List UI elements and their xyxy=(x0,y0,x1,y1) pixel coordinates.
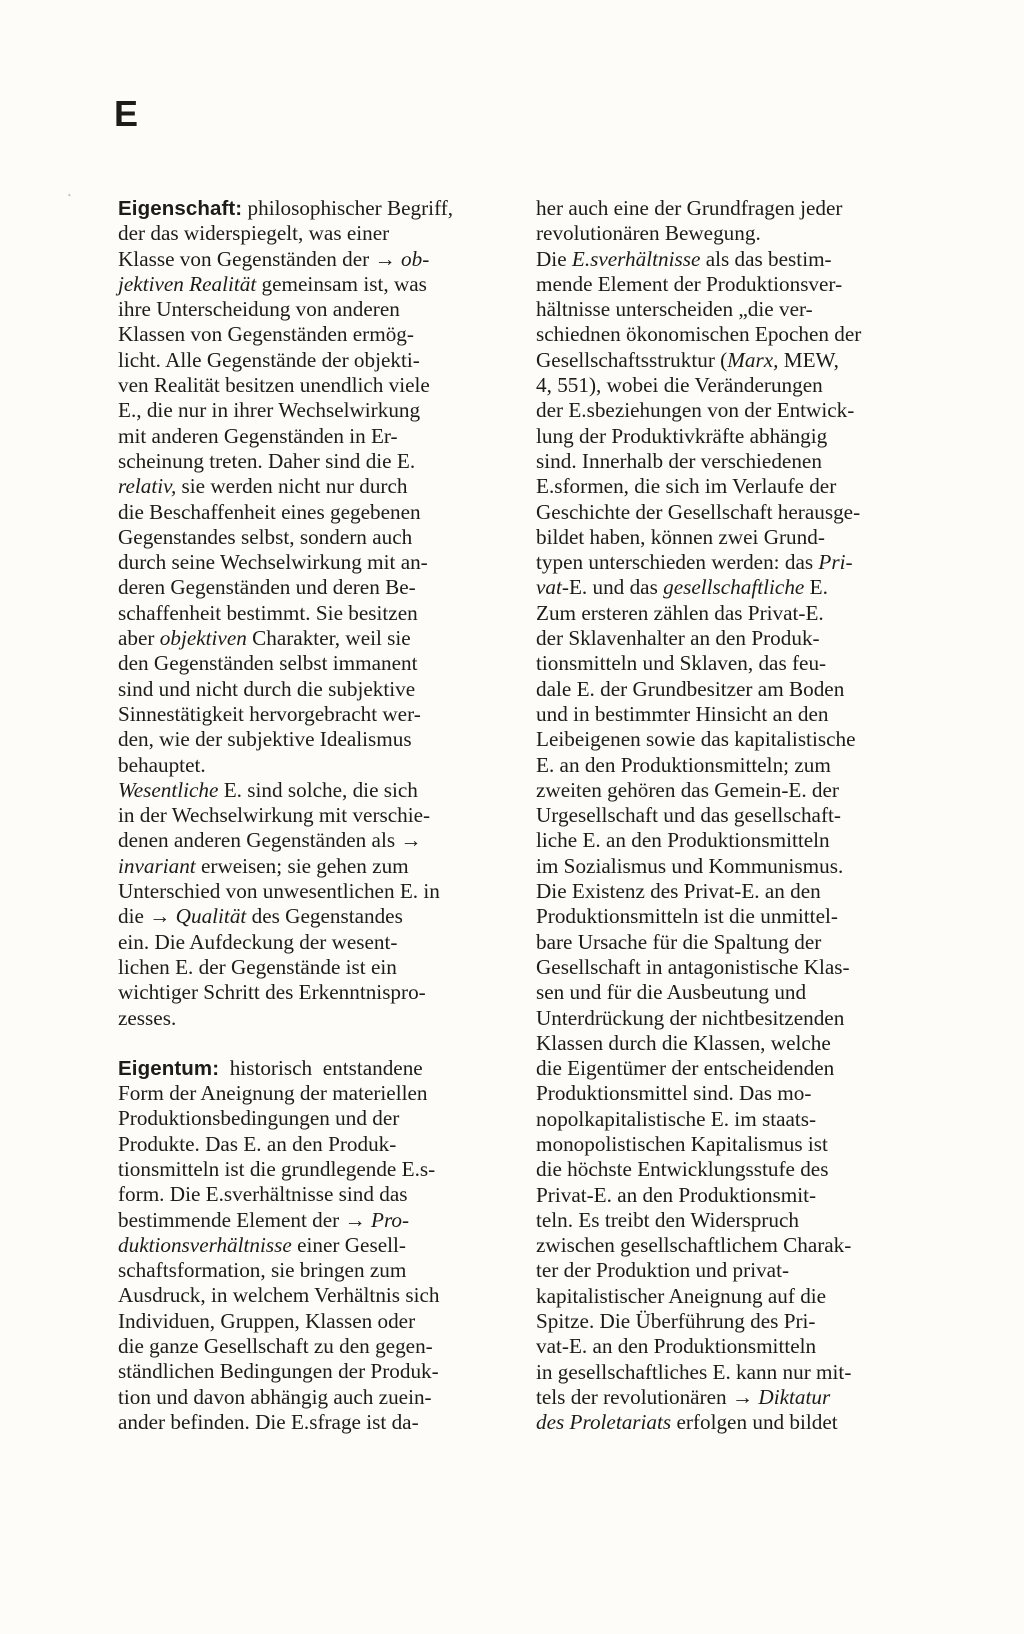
text-line xyxy=(118,601,498,626)
text-line xyxy=(536,1410,916,1435)
text-run: hältnisse unterscheiden „die ver- xyxy=(536,297,813,322)
text-run: bare Ursache für die Spaltung der xyxy=(536,929,822,954)
text-line xyxy=(118,575,498,600)
text-run: MEW, xyxy=(778,347,839,372)
text-line xyxy=(536,196,916,221)
text-line xyxy=(536,930,916,955)
text-run: der das widerspiegelt, was einer xyxy=(118,221,390,246)
text-line xyxy=(118,1132,498,1157)
text-run: wichtiger Schritt des Erkenntnispro- xyxy=(118,980,426,1005)
italic-term: Wesentliche xyxy=(118,777,219,802)
text-run: der E.sbeziehungen von der Entwick- xyxy=(536,398,855,423)
text-line xyxy=(536,702,916,727)
text-line xyxy=(536,373,916,398)
text-run: ander befinden. Die E.sfrage ist da- xyxy=(118,1409,419,1434)
text-line xyxy=(118,980,498,1005)
text-run: Die Existenz des Privat-E. an den xyxy=(536,879,821,904)
text-line xyxy=(118,1258,498,1283)
text-run: teln. Es treibt den Widerspruch xyxy=(536,1207,799,1232)
text-run: behauptet. xyxy=(118,752,206,777)
text-line xyxy=(536,1284,916,1309)
text-run: bestimmende Element der → xyxy=(118,1207,371,1232)
text-run: sie werden nicht nur durch xyxy=(176,474,408,499)
text-run: lung der Produktivkräfte abhängig xyxy=(536,423,828,448)
text-run: schaffenheit bestimmt. Sie besitzen xyxy=(118,600,418,625)
text-line xyxy=(118,1208,498,1233)
text-run: als das bestim- xyxy=(700,246,832,271)
text-run: Produktionsmitteln ist die unmittel- xyxy=(536,904,838,929)
text-line xyxy=(536,828,916,853)
entry-eigenschaft-para-1 xyxy=(118,196,498,778)
text-run: ständlichen Bedingungen der Produk- xyxy=(118,1359,439,1384)
text-run: die höchste Entwicklungsstufe des xyxy=(536,1157,829,1182)
text-line xyxy=(536,348,916,373)
text-line xyxy=(118,1410,498,1435)
text-line xyxy=(536,247,916,272)
text-run: erfolgen und bildet xyxy=(671,1410,838,1435)
text-run: den Gegenständen selbst immanent xyxy=(118,651,418,676)
text-run: liche E. an den Produktionsmitteln xyxy=(536,828,830,853)
text-run: die ganze Gesellschaft zu den gegen- xyxy=(118,1334,433,1359)
text-line xyxy=(536,272,916,297)
entry-spacer xyxy=(118,1031,498,1056)
text-line xyxy=(118,930,498,955)
text-line xyxy=(118,1309,498,1334)
text-line xyxy=(118,1233,498,1258)
text-run: Unterdrückung der nichtbesitzenden xyxy=(536,1005,845,1030)
text-run: im Sozialismus und Kommunismus. xyxy=(536,853,844,878)
text-run: Produktionsbedingungen und der xyxy=(118,1106,400,1131)
text-run: ter der Produktion und privat- xyxy=(536,1258,790,1283)
section-letter: E xyxy=(114,93,139,134)
text-run: die Beschaffenheit eines gegebenen xyxy=(118,499,421,524)
text-line xyxy=(536,1006,916,1031)
right-para-3 xyxy=(536,879,916,1436)
text-run: Unterschied von unwesentlichen E. in xyxy=(118,879,440,904)
text-line xyxy=(536,753,916,778)
text-run: durch seine Wechselwirkung mit an- xyxy=(118,550,428,575)
text-run: des Gegenstandes xyxy=(246,904,403,929)
text-line xyxy=(118,626,498,651)
text-run: typen unterschieden werden: das xyxy=(536,550,819,575)
text-line xyxy=(118,727,498,752)
text-line xyxy=(536,1157,916,1182)
text-run: kapitalistischer Aneignung auf die xyxy=(536,1283,827,1308)
text-run: her auch eine der Grundfragen jeder xyxy=(536,196,843,220)
text-line xyxy=(118,1359,498,1384)
text-run: die → xyxy=(118,904,176,929)
text-run: sind. Innerhalb der verschiedenen xyxy=(536,448,822,473)
text-run: schiednen ökonomischen Epochen der xyxy=(536,322,862,347)
text-run: tels der revolutionären → xyxy=(536,1384,759,1409)
text-line xyxy=(536,803,916,828)
italic-term: ob- xyxy=(401,246,430,271)
text-line xyxy=(536,980,916,1005)
text-line xyxy=(118,904,498,929)
text-run: form. Die E.sverhältnisse sind das xyxy=(118,1182,408,1207)
text-run: Klassen durch die Klassen, welche xyxy=(536,1030,831,1055)
italic-term: invariant xyxy=(118,853,196,878)
text-run: Sinnestätigkeit hervorgebracht wer- xyxy=(118,701,421,726)
text-run: zesses. xyxy=(118,1005,177,1030)
entry-heading: Eigenschaft: xyxy=(118,197,243,220)
text-line xyxy=(536,1258,916,1283)
italic-term: E.sverhältnisse xyxy=(571,246,701,271)
text-line xyxy=(536,651,916,676)
text-line xyxy=(536,727,916,752)
text-line xyxy=(118,778,498,803)
text-run: zweiten gehören das Gemein-E. der xyxy=(536,777,839,802)
italic-term: Qualität xyxy=(175,904,247,929)
italic-term: Diktatur xyxy=(758,1384,831,1409)
text-run: E. xyxy=(804,575,828,600)
text-run: in gesellschaftliches E. kann nur mit- xyxy=(536,1359,852,1384)
italic-term: Marx, xyxy=(727,347,779,372)
text-line xyxy=(118,474,498,499)
text-line xyxy=(536,1081,916,1106)
text-line xyxy=(536,1360,916,1385)
text-run: denen anderen Gegenständen als → xyxy=(118,828,422,853)
italic-term: duktionsverhältnisse xyxy=(118,1232,292,1257)
text-line xyxy=(118,854,498,879)
text-run: bildet haben, können zwei Grund- xyxy=(536,524,825,549)
text-line xyxy=(118,1106,498,1131)
text-line xyxy=(536,221,916,246)
page-speck: ˛ xyxy=(68,186,72,197)
text-run: dale E. der Grundbesitzer am Boden xyxy=(536,676,845,701)
right-para-2 xyxy=(536,247,916,879)
italic-term: vat- xyxy=(536,575,569,600)
text-line xyxy=(536,525,916,550)
text-line xyxy=(536,550,916,575)
italic-term: Pro- xyxy=(371,1207,410,1232)
text-run: E., die nur in ihrer Wechselwirkung xyxy=(118,398,421,423)
left-column xyxy=(118,196,498,1435)
text-run: licht. Alle Gegenstände der objekti- xyxy=(118,347,420,372)
text-run: schaftsformation, sie bringen zum xyxy=(118,1258,407,1283)
text-run: Die xyxy=(536,246,572,271)
text-run: Produktionsmittel sind. Das mo- xyxy=(536,1081,812,1106)
text-line xyxy=(536,424,916,449)
text-line xyxy=(118,322,498,347)
text-line xyxy=(536,1132,916,1157)
text-line xyxy=(536,1107,916,1132)
text-run: zwischen gesellschaftlichem Charak- xyxy=(536,1233,852,1258)
entry-eigenschaft-para-2 xyxy=(118,778,498,1031)
entry-eigentum-para-1 xyxy=(118,1056,498,1435)
text-line xyxy=(118,500,498,525)
text-run: Gegenstandes selbst, sondern auch xyxy=(118,524,413,549)
text-run: aber xyxy=(118,626,160,651)
text-line xyxy=(118,1056,498,1081)
text-run: mit anderen Gegenständen in Er- xyxy=(118,423,398,448)
text-run: E. sind solche, die sich xyxy=(218,777,418,802)
text-line xyxy=(536,449,916,474)
text-run: den, wie der subjektive Idealismus xyxy=(118,727,412,752)
text-line xyxy=(536,879,916,904)
text-run: einer Gesell- xyxy=(291,1232,406,1257)
text-line xyxy=(118,955,498,980)
text-run: Ausdruck, in welchem Verhältnis sich xyxy=(118,1283,440,1308)
text-run: gemeinsam ist, was xyxy=(256,271,427,296)
right-para-1 xyxy=(536,196,916,247)
text-run: scheinung treten. Daher sind die E. xyxy=(118,448,416,473)
entry-heading: Eigentum: xyxy=(118,1056,220,1080)
text-run: ven Realität besitzen unendlich viele xyxy=(118,373,430,398)
italic-term: Pri- xyxy=(818,550,853,575)
text-line xyxy=(536,297,916,322)
text-run: Gesellschaftsstruktur ( xyxy=(536,347,728,372)
text-line xyxy=(118,247,498,272)
text-line xyxy=(118,449,498,474)
text-line xyxy=(536,575,916,600)
text-run: Individuen, Gruppen, Klassen oder xyxy=(118,1308,416,1333)
text-line xyxy=(118,828,498,853)
text-line xyxy=(118,677,498,702)
text-run: Spitze. Die Überführung des Pri- xyxy=(536,1309,816,1334)
italic-term: relativ, xyxy=(118,474,177,499)
text-line xyxy=(536,677,916,702)
text-line xyxy=(118,651,498,676)
text-run: E. und das xyxy=(568,575,664,600)
text-run: philosophischer Begriff, xyxy=(242,196,454,220)
text-run: tionsmitteln ist die grundlegende E.s- xyxy=(118,1156,436,1181)
text-run: erweisen; sie gehen zum xyxy=(195,853,409,878)
text-run: tion und davon abhängig auch zuein- xyxy=(118,1384,432,1409)
text-run: Gesellschaft in antagonistische Klas- xyxy=(536,954,850,979)
text-line xyxy=(118,348,498,373)
text-line xyxy=(536,904,916,929)
text-line xyxy=(118,424,498,449)
text-run: sen und für die Ausbeutung und xyxy=(536,980,807,1005)
text-line xyxy=(118,196,498,221)
text-line xyxy=(118,753,498,778)
text-line xyxy=(536,1233,916,1258)
text-run: vat-E. an den Produktionsmitteln xyxy=(536,1334,817,1359)
text-run: Charakter, weil sie xyxy=(246,626,411,651)
text-line xyxy=(536,1385,916,1410)
text-run: der Sklavenhalter an den Produk- xyxy=(536,626,820,651)
text-run: Produkte. Das E. an den Produk- xyxy=(118,1131,397,1156)
text-run: deren Gegenständen und deren Be- xyxy=(118,575,416,600)
text-run: Privat-E. an den Produktionsmit- xyxy=(536,1182,817,1207)
text-line xyxy=(118,1006,498,1031)
text-line xyxy=(536,398,916,423)
text-line xyxy=(536,1056,916,1081)
text-line xyxy=(536,626,916,651)
text-run: ein. Die Aufdeckung der wesent- xyxy=(118,929,398,954)
text-run: in der Wechselwirkung mit verschie- xyxy=(118,803,431,828)
text-run: Klassen von Gegenständen ermög- xyxy=(118,322,414,347)
text-line xyxy=(536,1031,916,1056)
text-line xyxy=(118,525,498,550)
text-run: nopolkapitalistische E. im staats- xyxy=(536,1106,817,1131)
entry-eigentum xyxy=(118,1056,498,1435)
text-line xyxy=(536,474,916,499)
text-line xyxy=(536,955,916,980)
text-run: sind und nicht durch die subjektive xyxy=(118,676,416,701)
text-line xyxy=(118,1081,498,1106)
text-line xyxy=(536,500,916,525)
italic-term: des Proletariats xyxy=(536,1410,672,1435)
text-line xyxy=(536,322,916,347)
text-run: monopolistischen Kapitalismus ist xyxy=(536,1131,828,1156)
text-line xyxy=(118,879,498,904)
text-run: Form der Aneignung der materiellen xyxy=(118,1081,428,1106)
text-run: Leibeigenen sowie das kapitalistische xyxy=(536,727,856,752)
text-line xyxy=(536,1309,916,1334)
text-run: lichen E. der Gegenstände ist ein xyxy=(118,954,397,979)
italic-term: gesellschaftliche xyxy=(663,575,805,600)
text-line xyxy=(536,601,916,626)
text-line xyxy=(536,778,916,803)
text-line xyxy=(536,1183,916,1208)
text-run: 4, 551), wobei die Veränderungen xyxy=(536,373,823,398)
text-run: Urgesellschaft und das gesellschaft- xyxy=(536,803,841,828)
text-run: historisch entstandene xyxy=(219,1055,423,1080)
text-run: die Eigentümer der entscheidenden xyxy=(536,1056,835,1081)
text-line xyxy=(118,702,498,727)
text-run: tionsmitteln und Sklaven, das feu- xyxy=(536,651,827,676)
text-line xyxy=(118,272,498,297)
text-run: E. an den Produktionsmitteln; zum xyxy=(536,752,831,777)
text-line xyxy=(118,803,498,828)
text-line xyxy=(536,1208,916,1233)
right-column xyxy=(536,196,916,1436)
text-line xyxy=(118,1334,498,1359)
text-run: Geschichte der Gesellschaft herausge- xyxy=(536,499,861,524)
text-run: Zum ersteren zählen das Privat-E. xyxy=(536,600,824,625)
text-line xyxy=(536,1334,916,1359)
text-run: mende Element der Produktionsver- xyxy=(536,271,843,296)
text-line xyxy=(118,1182,498,1207)
text-run: ihre Unterscheidung von anderen xyxy=(118,297,400,322)
text-line xyxy=(118,297,498,322)
text-line xyxy=(118,398,498,423)
text-line xyxy=(118,373,498,398)
text-run: Klasse von Gegenständen der → xyxy=(118,246,402,271)
text-run: und in bestimmter Hinsicht an den xyxy=(536,701,829,726)
italic-term: jektiven Realität xyxy=(118,271,257,296)
text-line xyxy=(118,1385,498,1410)
text-line xyxy=(118,1283,498,1308)
entry-eigenschaft xyxy=(118,196,498,1031)
text-line xyxy=(118,550,498,575)
text-run: E.sformen, die sich im Verlaufe der xyxy=(536,474,837,499)
italic-term: objektiven xyxy=(159,626,247,651)
text-line xyxy=(536,854,916,879)
text-line xyxy=(118,1157,498,1182)
text-run: revolutionären Bewegung. xyxy=(536,221,761,246)
text-line xyxy=(118,221,498,246)
